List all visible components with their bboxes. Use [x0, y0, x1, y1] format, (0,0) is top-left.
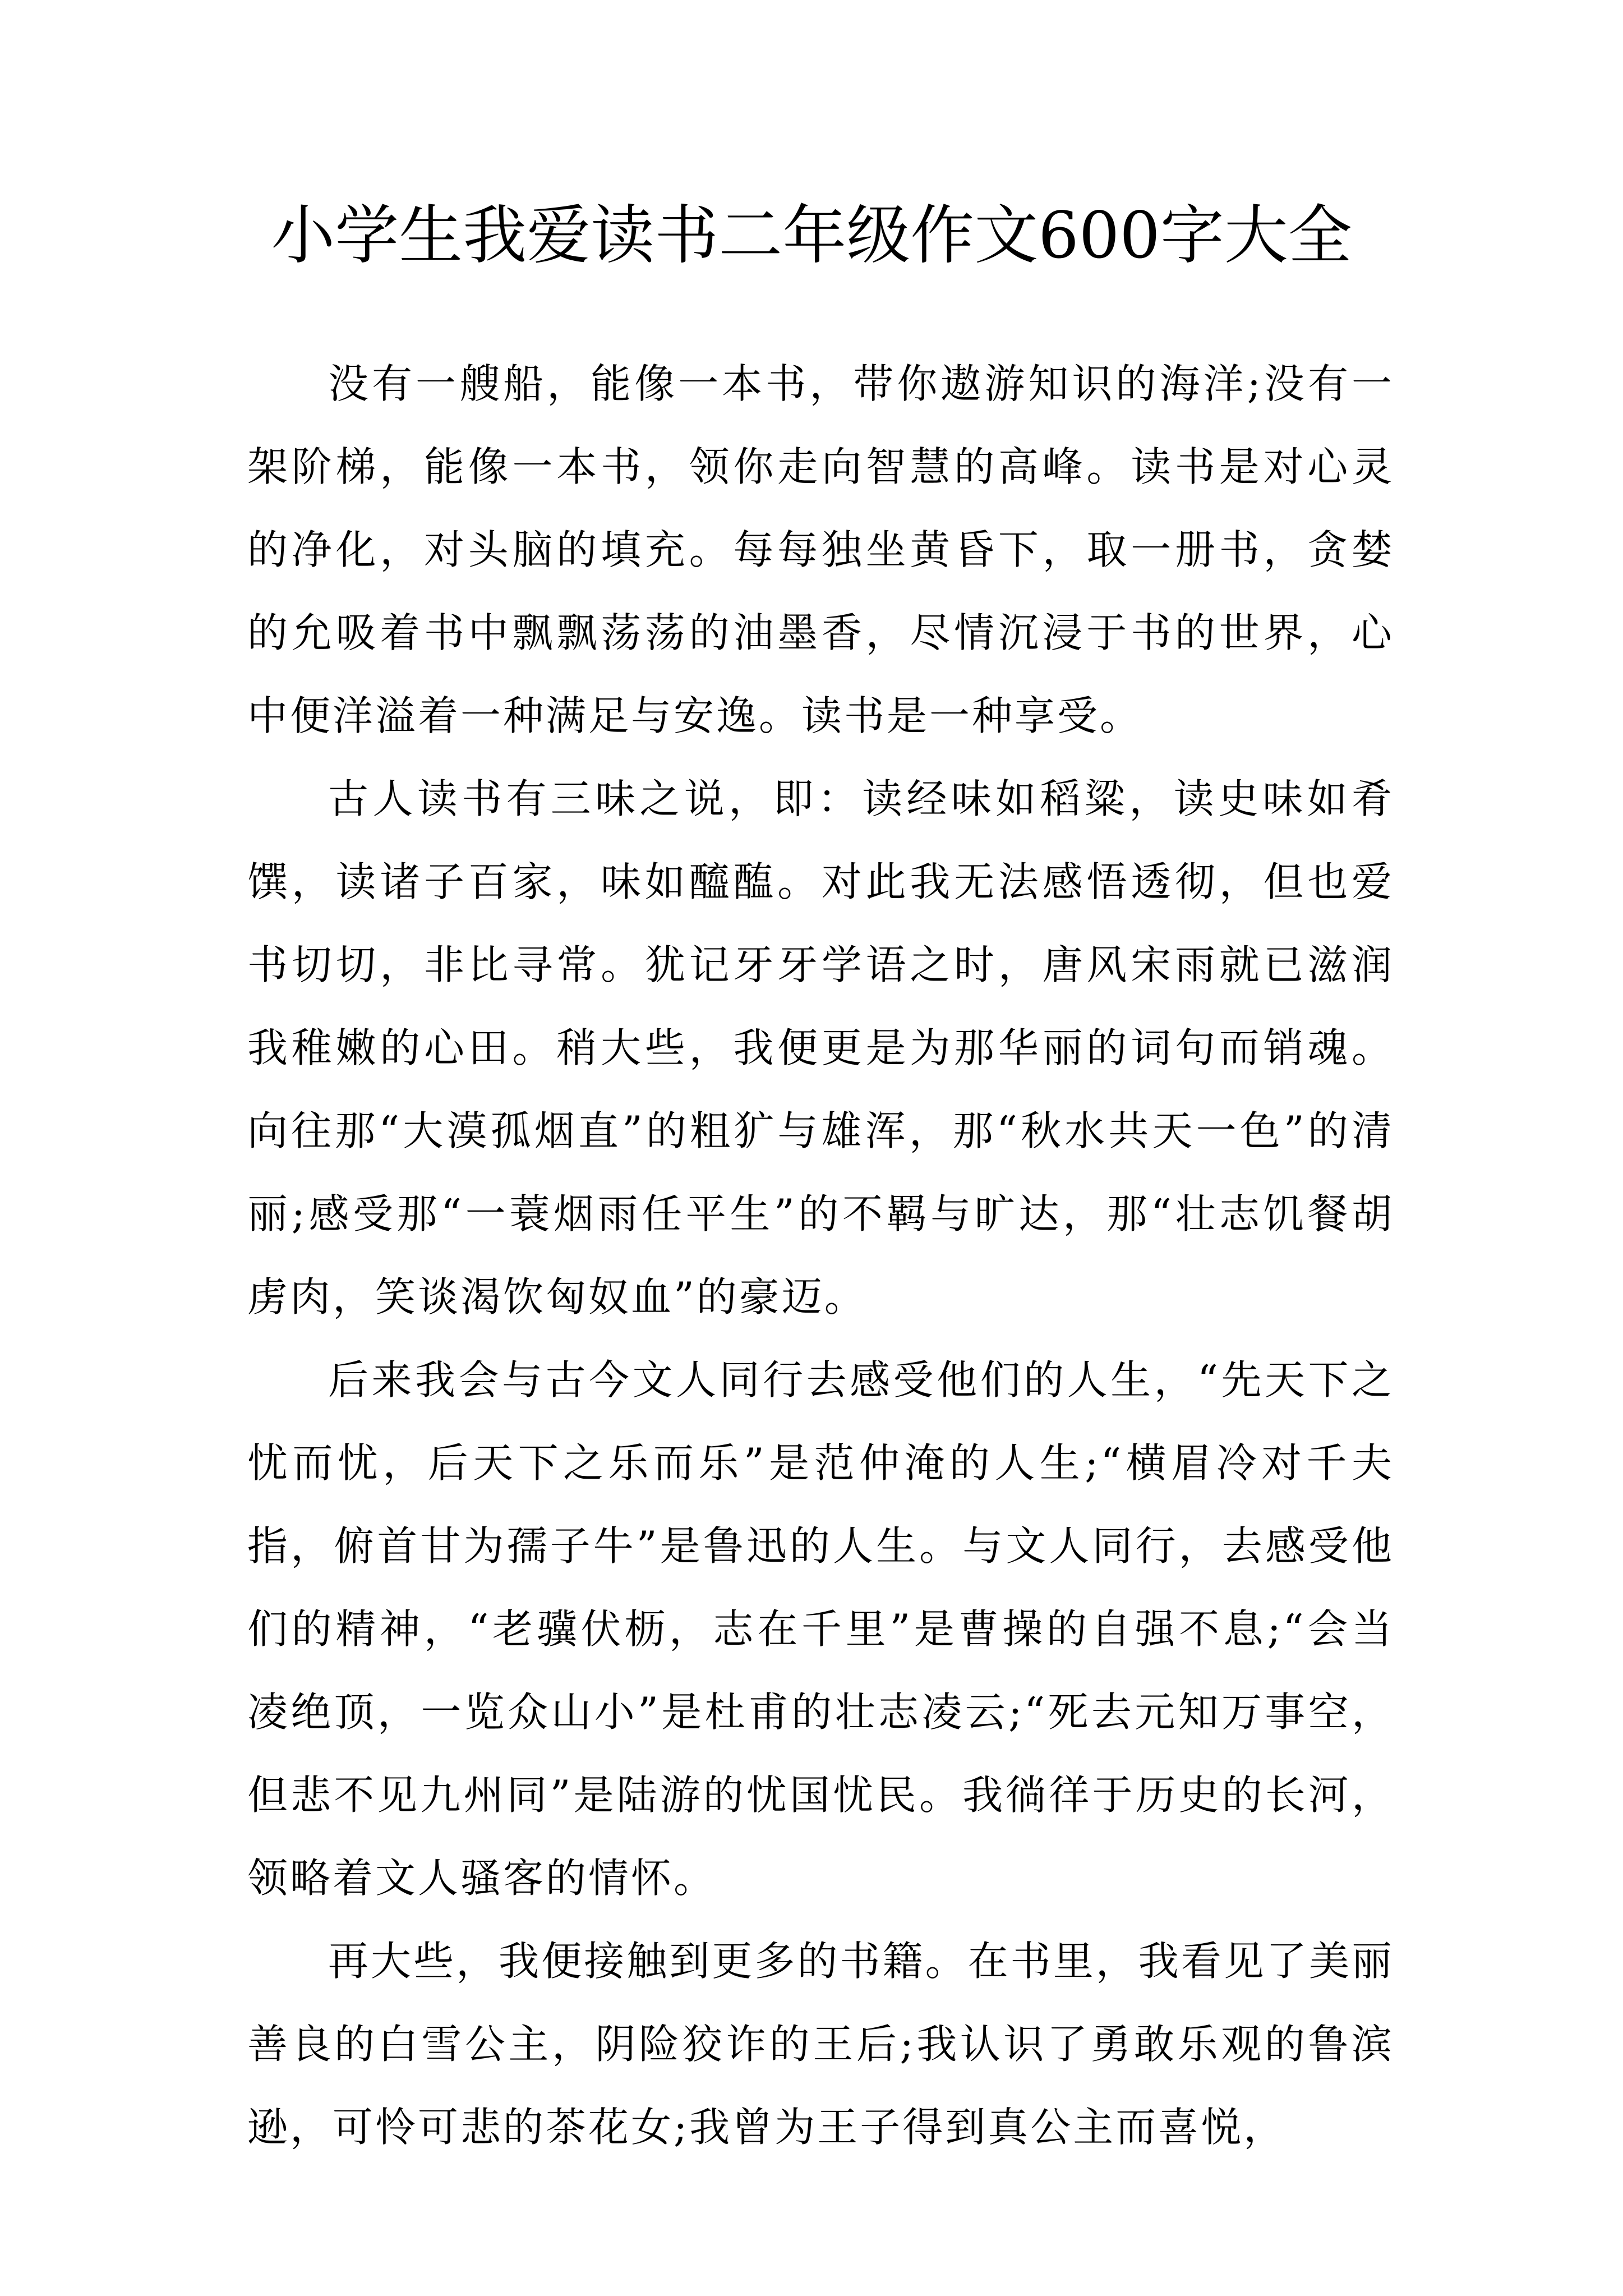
- document-body: [247, 342, 1394, 2169]
- document-title: 小学生我爱读书二年级作文600字大全: [271, 198, 1352, 273]
- paragraph-3: 后来我会与古今文人同行去感受他们的人生，“先天下之忧而忧，后天下之乐而乐”是范仲淹的人生;“横眉冷对千夫指，俯首甘为孺子牛”是鲁迅的人生。与文人同行，去感受他们的精神，“老骥伏枥，志在千里”是曹操的自强不息;“会当凌绝顶，一览众山小”是杜甫的壮志凌云;“死去元知万事空，但悲不见九州同”是陆游的忧国忧民。我徜徉于历史的长河，领略着文人骚客的情怀。: [247, 1356, 1394, 1902]
- paragraph-2: 古人读书有三味之说，即：读经味如稻粱，读史味如肴馔，读诸子百家，味如醯醢。对此我无法感悟透彻，但也爱书切切，非比寻常。犹记牙牙学语之时，唐风宋雨就已滋润我稚嫩的心田。稍大些，我便更是为那华丽的词句而销魂。向往那“大漠孤烟直”的粗犷与雄浑，那“秋水共天一色”的清丽;感受那“一蓑烟雨任平生”的不羁与旷达，那“壮志饥餐胡虏肉，笑谈渴饮匈奴血”的豪迈。: [247, 775, 1394, 1320]
- paragraph-1: 没有一艘船，能像一本书，带你遨游知识的海洋;没有一架阶梯，能像一本书，领你走向智慧的高峰。读书是对心灵的净化，对头脑的填充。每每独坐黄昏下，取一册书，贪婪的允吸着书中飘飘荡荡的油墨香，尽情沉浸于书的世界，心中便洋溢着一种满足与安逸。读书是一种享受。: [247, 360, 1394, 739]
- paragraph-4: 再大些，我便接触到更多的书籍。在书里，我看见了美丽善良的白雪公主，阴险狡诈的王后;我认识了勇敢乐观的鲁滨逊，可怜可悲的茶花女;我曾为王子得到真公主而喜悦，: [247, 1938, 1394, 2151]
